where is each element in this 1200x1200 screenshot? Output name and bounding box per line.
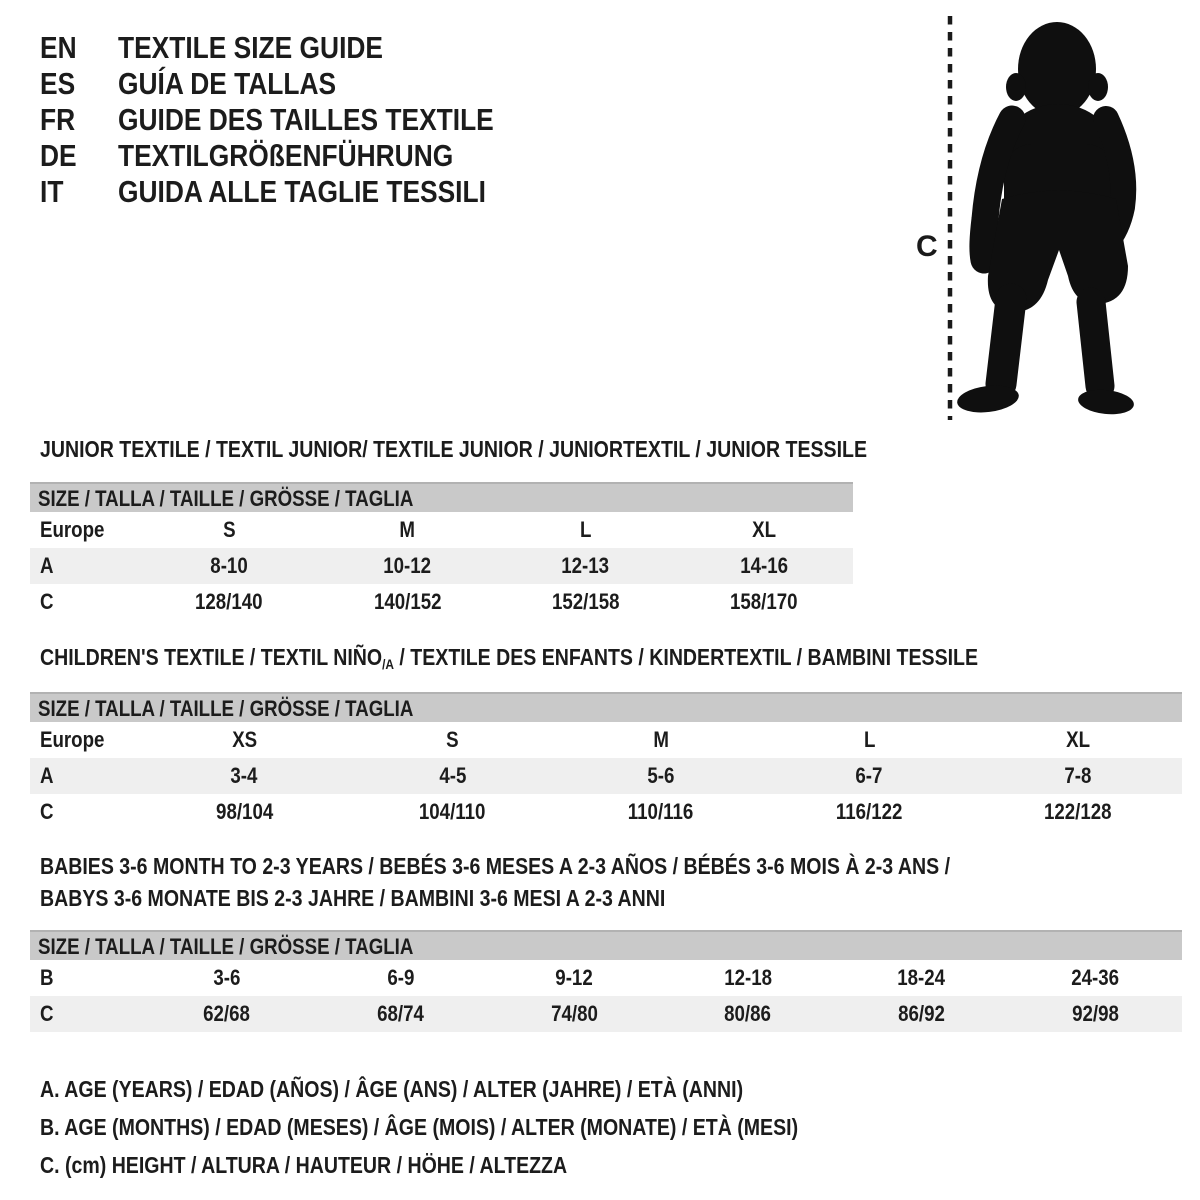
size-header-bar: SIZE / TALLA / TAILLE / GRÖSSE / TAGLIA [30, 482, 853, 512]
guide-title-de: TEXTILGRÖßENFÜHRUNG [118, 138, 454, 173]
language-title-list [40, 30, 560, 210]
language-code: IT [40, 174, 64, 209]
row-label: C [40, 1001, 54, 1026]
legend [40, 1070, 932, 1184]
children-section-title: CHILDREN'S TEXTILE / TEXTIL NIÑO/A / TEXTILE DES ENFANTS / KINDERTEXTIL / BAMBINI TESSILE [40, 644, 979, 672]
legend-line-c: C. (cm) HEIGHT / ALTURA / HAUTEUR / HÖHE / ALTEZZA [40, 1152, 568, 1178]
row-label: A [40, 553, 54, 578]
language-row-fr [40, 102, 560, 138]
table-row: A 8-10 10-12 12-13 14-16 [30, 548, 853, 584]
table-row: A 3-4 4-5 5-6 6-7 7-8 [30, 758, 1182, 794]
row-label: C [40, 589, 54, 614]
toddler-body [956, 22, 1135, 417]
table-row: B 3-6 6-9 9-12 12-18 18-24 24-36 [30, 960, 1182, 996]
guide-title-it: GUIDA ALLE TAGLIE TESSILI [118, 174, 486, 209]
height-figure [898, 12, 1170, 424]
guide-title-en: TEXTILE SIZE GUIDE [118, 30, 384, 65]
language-code: ES [40, 66, 76, 101]
junior-section-title: JUNIOR TEXTILE / TEXTIL JUNIOR/ TEXTILE JUNIOR / JUNIORTEXTIL / JUNIOR TESSILE [40, 436, 868, 462]
language-row-en [40, 30, 560, 66]
table-row: C 128/140 140/152 152/158 158/170 [30, 584, 853, 620]
row-label: A [40, 763, 54, 788]
language-code: DE [40, 138, 77, 173]
table-row: C 62/68 68/74 74/80 80/86 86/92 92/98 [30, 996, 1182, 1032]
language-row-es [40, 66, 560, 102]
language-code: EN [40, 30, 77, 65]
size-header-bar: SIZE / TALLA / TAILLE / GRÖSSE / TAGLIA [30, 692, 1182, 722]
babies-section-title-line1: BABIES 3-6 MONTH TO 2-3 YEARS / BEBÉS 3-6 MESES A 2-3 AÑOS / BÉBÉS 3-6 MOIS À 2-3 ANS / [40, 853, 951, 879]
legend-line-a: A. AGE (YEARS) / EDAD (AÑOS) / ÂGE (ANS) / ALTER (JAHRE) / ETÀ (ANNI) [40, 1076, 744, 1102]
babies-size-table [30, 930, 1182, 1032]
language-row-it [40, 174, 560, 210]
children-size-table [30, 692, 1182, 830]
table-row: Europe S M L XL [30, 512, 853, 548]
row-label: C [40, 799, 54, 824]
guide-title-fr: GUIDE DES TAILLES TEXTILE [118, 102, 494, 137]
table-row: Europe XS S M L XL [30, 722, 1182, 758]
row-label: Europe [40, 517, 105, 542]
legend-line-b: B. AGE (MONTHS) / EDAD (MESES) / ÂGE (MOIS) / ALTER (MONATE) / ETÀ (MESI) [40, 1114, 799, 1140]
row-label: Europe [40, 727, 105, 752]
guide-title-es: GUÍA DE TALLAS [118, 66, 337, 101]
babies-section-title-line2: BABYS 3-6 MONATE BIS 2-3 JAHRE / BAMBINI 3-6 MESI A 2-3 ANNI [40, 885, 666, 911]
table-row: C 98/104 104/110 110/116 116/122 122/128 [30, 794, 1182, 830]
row-label: B [40, 965, 54, 990]
toddler-silhouette-icon [898, 12, 1170, 424]
junior-size-table [30, 482, 853, 620]
language-code: FR [40, 102, 76, 137]
height-measure-label: C [916, 230, 938, 263]
language-row-de [40, 138, 560, 174]
size-header-bar: SIZE / TALLA / TAILLE / GRÖSSE / TAGLIA [30, 930, 1182, 960]
